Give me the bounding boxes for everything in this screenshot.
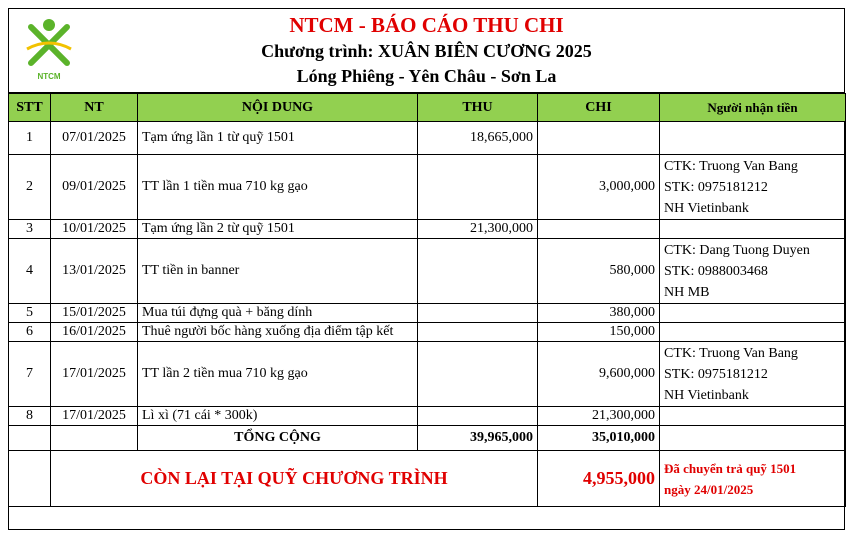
chi-cell: 9,600,000 [538,342,660,407]
date-cell: 10/01/2025 [51,220,138,239]
recipient-cell [660,323,846,342]
ledger-table [8,93,846,507]
col-header-recipient: Người nhận tiền [660,94,846,122]
table-row [9,342,846,407]
thu-cell [418,407,538,426]
col-header-content: NỘI DUNG [138,94,418,122]
thu-cell: 21,300,000 [418,220,538,239]
table-row [9,407,846,426]
table-row [9,239,846,304]
remaining-amount: 4,955,000 [538,451,660,507]
recipient-line: STK: 0975181212 [664,180,768,195]
date-cell: 17/01/2025 [51,407,138,426]
recipient-cell [660,239,846,304]
recipient-line: NH Vietinbank [664,388,749,403]
report-header [9,9,844,93]
stt-cell: 7 [9,342,51,407]
col-header-stt: STT [9,94,51,122]
chi-cell: 150,000 [538,323,660,342]
program-location: Lóng Phiêng - Yên Châu - Sơn La [296,66,557,86]
table-row [9,220,846,239]
remaining-note-line: Đã chuyển trả quỹ 1501 [664,461,797,476]
total-chi: 35,010,000 [538,426,660,451]
date-cell: 17/01/2025 [51,342,138,407]
chi-cell [538,122,660,155]
recipient-cell [660,122,846,155]
total-label: TỔNG CỘNG [138,426,418,451]
content-cell: TT tiền in banner [138,239,418,304]
date-cell: 13/01/2025 [51,239,138,304]
table-row [9,122,846,155]
table-header-row [9,94,846,122]
recipient-cell [660,407,846,426]
date-cell: 07/01/2025 [51,122,138,155]
chi-cell [538,220,660,239]
report-title: NTCM - BÁO CÁO THU CHI [289,13,564,37]
chi-cell: 380,000 [538,304,660,323]
thu-cell: 18,665,000 [418,122,538,155]
recipient-line: CTK: Truong Van Bang [664,159,798,174]
content-cell: TT lần 2 tiền mua 710 kg gạo [138,342,418,407]
col-header-nt: NT [51,94,138,122]
thu-cell [418,342,538,407]
table-row [9,304,846,323]
recipient-line: NH Vietinbank [664,201,749,216]
date-cell: 16/01/2025 [51,323,138,342]
recipient-line: CTK: Truong Van Bang [664,346,798,361]
chi-cell: 21,300,000 [538,407,660,426]
date-cell: 09/01/2025 [51,155,138,220]
table-row [9,155,846,220]
stt-cell: 6 [9,323,51,342]
content-cell: Tạm ứng lần 2 từ quỹ 1501 [138,220,418,239]
chi-cell: 3,000,000 [538,155,660,220]
stt-cell: 3 [9,220,51,239]
logo-text: NTCM [37,72,61,81]
recipient-cell [660,342,846,407]
thu-cell [418,239,538,304]
stt-cell: 5 [9,304,51,323]
total-row [9,426,846,451]
thu-cell [418,323,538,342]
report-sheet [8,8,845,530]
remaining-label: CÒN LẠI TẠI QUỸ CHƯƠNG TRÌNH [51,451,538,507]
chi-cell: 580,000 [538,239,660,304]
stt-cell: 4 [9,239,51,304]
stt-cell: 2 [9,155,51,220]
recipient-line: NH MB [664,285,710,300]
content-cell: Thuê người bốc hàng xuống địa điểm tập kết [138,323,418,342]
remaining-note-line: ngày 24/01/2025 [664,482,754,497]
content-cell: Mua túi đựng quà + băng dính [138,304,418,323]
recipient-line: STK: 0975181212 [664,367,768,382]
total-thu: 39,965,000 [418,426,538,451]
recipient-line: CTK: Dang Tuong Duyen [664,243,810,258]
date-cell: 15/01/2025 [51,304,138,323]
stt-cell: 1 [9,122,51,155]
content-cell: Lì xì (71 cái * 300k) [138,407,418,426]
remaining-row [9,451,846,507]
thu-cell [418,304,538,323]
recipient-cell [660,220,846,239]
content-cell: TT lần 1 tiền mua 710 kg gạo [138,155,418,220]
remaining-note [660,451,846,507]
program-name: Chương trình: XUÂN BIÊN CƯƠNG 2025 [261,41,592,61]
content-cell: Tạm ứng lần 1 từ quỹ 1501 [138,122,418,155]
recipient-cell [660,304,846,323]
col-header-chi: CHI [538,94,660,122]
thu-cell [418,155,538,220]
stt-cell: 8 [9,407,51,426]
recipient-line: STK: 0988003468 [664,264,768,279]
recipient-cell [660,155,846,220]
col-header-thu: THU [418,94,538,122]
table-row [9,323,846,342]
